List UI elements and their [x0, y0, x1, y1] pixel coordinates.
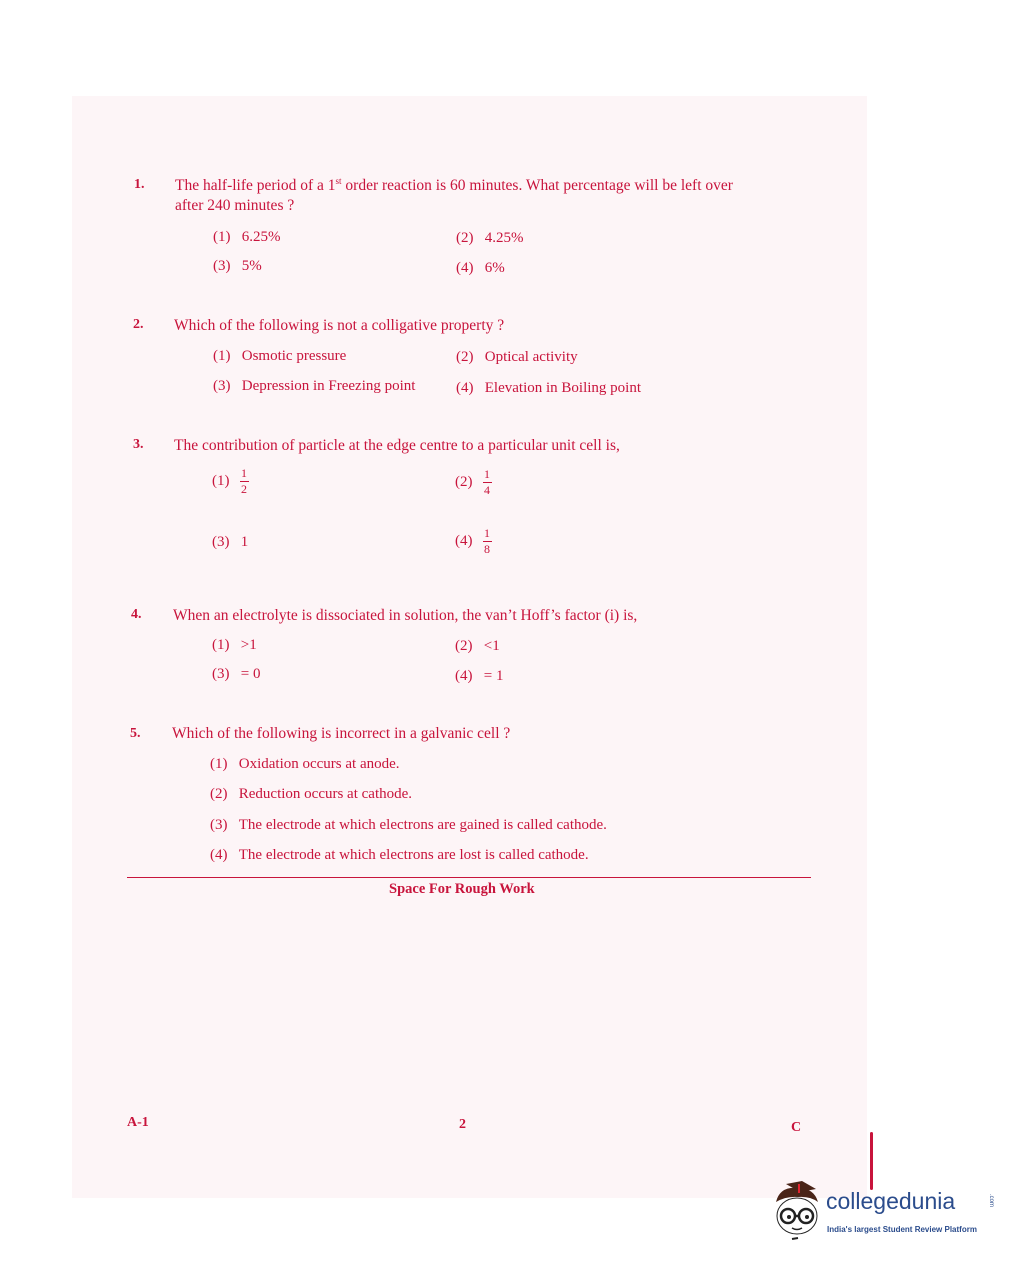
question-1-number: 1.: [134, 177, 145, 192]
question-3-option-3[interactable]: (3) 1: [212, 534, 249, 550]
question-4-option-3[interactable]: (3) = 0: [212, 666, 261, 682]
question-3-option-4[interactable]: (4) $\frac{1}{8}$: [455, 526, 490, 556]
question-4-option-1[interactable]: (1) >1: [212, 637, 257, 653]
question-5-option-4[interactable]: (4) The electrode at which electrons are lost is called cathode.: [210, 847, 589, 863]
question-3-option-2[interactable]: (2) $\frac{1}{4}$: [455, 467, 490, 497]
question-1-option-4[interactable]: (4) 6%: [456, 260, 505, 276]
question-2-number: 2.: [133, 317, 144, 332]
question-2-option-1[interactable]: (1) Osmotic pressure: [213, 348, 347, 364]
question-1-text-line2: after 240 minutes ?: [175, 197, 295, 214]
question-3-number: 3.: [133, 437, 144, 452]
question-4-number: 4.: [131, 607, 142, 622]
question-1-text: The half-life period of a 1st order reaction is 60 minutes. What percentage will be left over: [175, 176, 733, 195]
fraction-one-eighth: $\frac{1}{8}$: [484, 526, 490, 556]
question-5-option-3[interactable]: (3) The electrode at which electrons are gained is called cathode.: [210, 817, 607, 833]
question-2-option-3[interactable]: (3) Depression in Freezing point: [213, 378, 416, 394]
question-5-option-2[interactable]: (2) Reduction occurs at cathode.: [210, 786, 413, 802]
question-2-option-4[interactable]: (4) Elevation in Boiling point: [456, 380, 641, 396]
fraction-one-half: $\frac{1}{2}$: [241, 466, 247, 496]
question-2-text: Which of the following is not a colligative property ?: [174, 317, 505, 334]
logo-tagline: India's largest Student Review Platform: [827, 1225, 977, 1234]
series-code: C: [791, 1120, 802, 1135]
question-5-number: 5.: [130, 726, 141, 741]
logo-dotcom: .com: [988, 1194, 994, 1208]
question-3-text: The contribution of particle at the edge centre to a particular unit cell is,: [174, 437, 620, 454]
question-4-option-4[interactable]: (4) = 1: [455, 668, 504, 684]
question-1-option-2[interactable]: (2) 4.25%: [456, 230, 524, 246]
question-5-text: Which of the following is incorrect in a galvanic cell ?: [172, 725, 511, 742]
collegedunia-logo: [768, 1180, 998, 1250]
question-1-option-3[interactable]: (3) 5%: [213, 258, 262, 274]
mascot-icon: [768, 1180, 824, 1242]
question-4-text: When an electrolyte is dissociated in solution, the van’t Hoff’s factor (i) is,: [173, 607, 638, 624]
question-4-option-2[interactable]: (2) <1: [455, 638, 500, 654]
rough-work-label: Space For Rough Work: [389, 881, 535, 897]
question-5-option-1[interactable]: (1) Oxidation occurs at anode.: [210, 756, 400, 772]
divider-line: [127, 877, 811, 878]
booklet-code: A-1: [127, 1115, 149, 1130]
question-3-option-1[interactable]: (1) $\frac{1}{2}$: [212, 466, 247, 496]
page-number: 2: [459, 1117, 466, 1132]
question-2-option-2[interactable]: (2) Optical activity: [456, 349, 578, 365]
fraction-one-quarter: $\frac{1}{4}$: [484, 467, 490, 497]
question-1-option-1[interactable]: (1) 6.25%: [213, 229, 281, 245]
logo-wordmark: collegedunia: [826, 1188, 956, 1214]
